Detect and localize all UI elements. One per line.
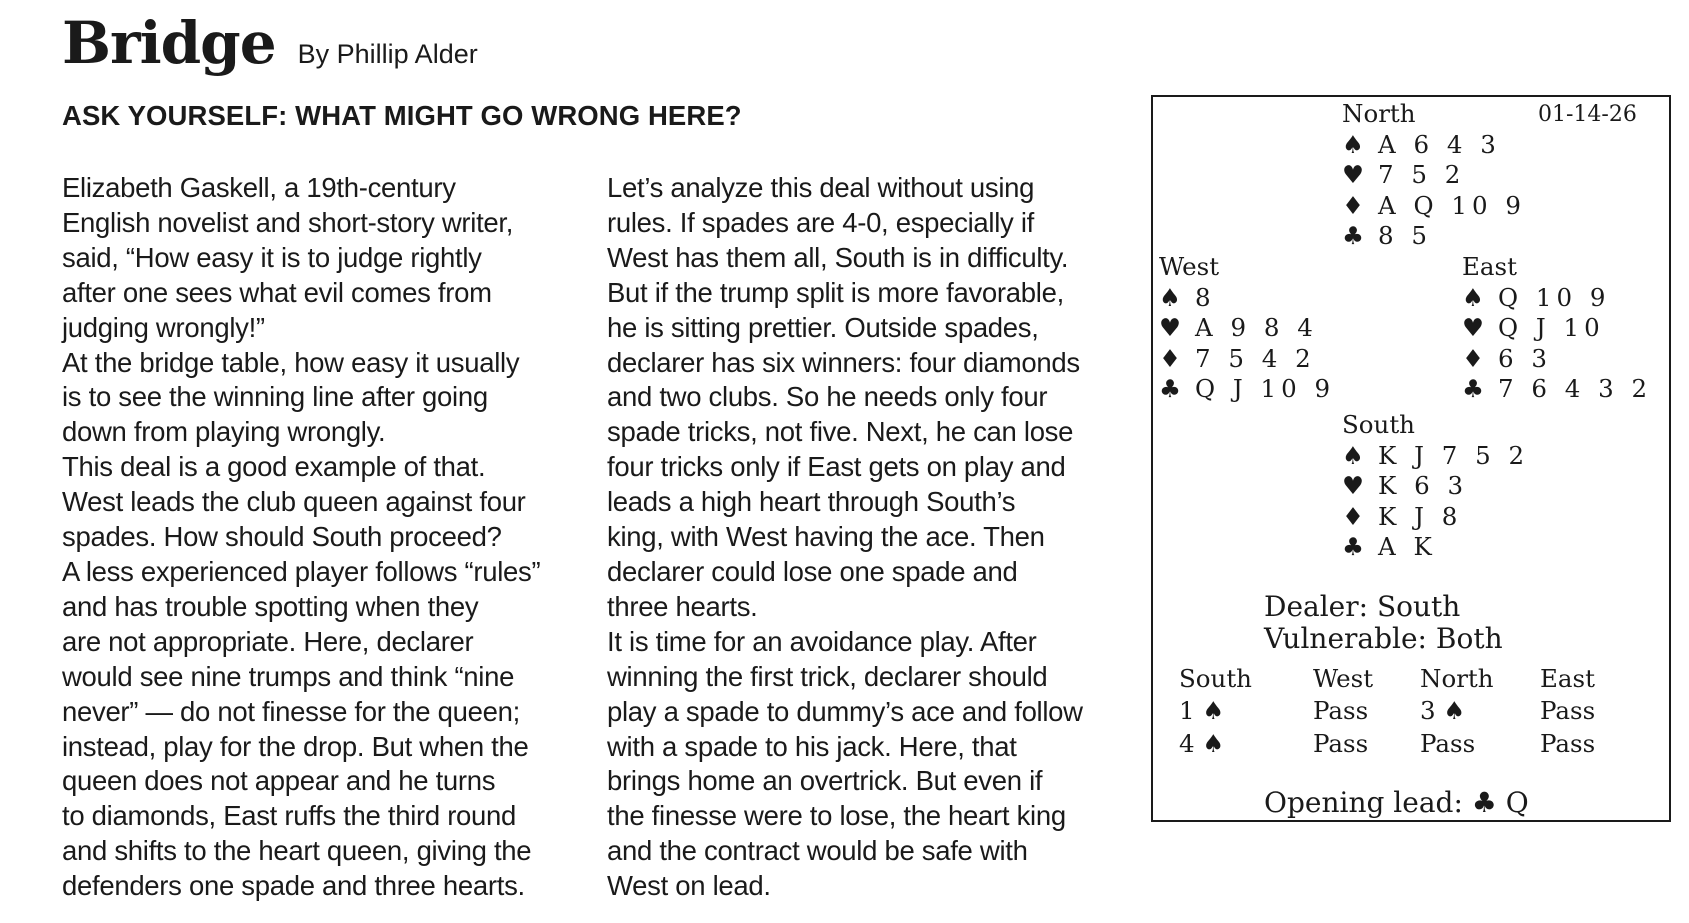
text-line: judging wrongly!”: [62, 311, 265, 343]
west-hearts: ♥ A 9 8 4: [1159, 313, 1318, 342]
auction-header: West: [1313, 663, 1374, 693]
spade-icon: ♠: [1159, 282, 1181, 312]
deal-info: [1264, 591, 1503, 655]
heart-icon: ♥: [1342, 160, 1364, 189]
text-line: and two clubs. So he needs only four: [607, 381, 1048, 413]
south-clubs: ♣ A K: [1342, 532, 1437, 561]
text-line: declarer could lose one spade and: [607, 555, 1018, 587]
text-line: four tricks only if East gets on play and: [607, 451, 1066, 483]
north-clubs: ♣ 8 5: [1342, 221, 1432, 250]
text-line: down from playing wrongly.: [62, 416, 386, 448]
article-column-2: [607, 171, 1083, 904]
north-hearts: ♥ 7 5 2: [1342, 160, 1466, 189]
auction-call: 4 ♠: [1179, 728, 1225, 758]
text-line: West has them all, South is in difficulty.: [607, 241, 1069, 273]
text-line: This deal is a good example of that.: [62, 451, 486, 483]
text-line: king, with West having the ace. Then: [607, 521, 1045, 553]
text-line: instead, play for the drop. But when the: [62, 730, 529, 762]
auction-call: Pass: [1540, 728, 1596, 758]
east-diamonds: ♦ 6 3: [1462, 343, 1552, 373]
east-hearts: ♥ Q J 10: [1462, 313, 1605, 342]
auction-call: 3 ♠: [1420, 696, 1466, 726]
text-line: It is time for an avoidance play. After: [607, 625, 1037, 657]
north-label: North: [1342, 99, 1416, 128]
south-hearts: ♥ K 6 3: [1342, 471, 1469, 500]
text-line: defenders one spade and three hearts.: [62, 870, 525, 902]
east-spades: ♠ Q 10 9: [1462, 282, 1611, 312]
text-line: the finesse were to lose, the heart king: [607, 800, 1066, 832]
north-spades: ♠ A 6 4 3: [1342, 129, 1501, 159]
east-clubs: ♣ 7 6 4 3 2: [1462, 374, 1653, 403]
text-line: Let’s analyze this deal without using: [607, 172, 1035, 203]
article-column-1: [62, 171, 540, 904]
diamond-icon: ♦: [1462, 343, 1484, 373]
text-line: queen does not appear and he turns: [62, 765, 496, 797]
opening-lead: Opening lead: ♣ Q: [1264, 786, 1529, 819]
diamond-icon: ♦: [1159, 343, 1181, 373]
text-line: leads a high heart through South’s: [607, 486, 1016, 518]
east-hand: [1462, 252, 1652, 405]
text-line: play a spade to dummy’s ace and follow: [607, 695, 1083, 727]
heart-icon: ♥: [1342, 471, 1364, 500]
text-line: declarer has six winners: four diamonds: [607, 346, 1080, 378]
spade-icon: ♠: [1462, 282, 1484, 312]
text-line: to diamonds, East ruffs the third round: [62, 800, 517, 832]
byline: By Phillip Alder: [297, 39, 478, 69]
south-spades: ♠ K J 7 5 2: [1342, 440, 1530, 470]
text-line: English novelist and short-story writer,: [62, 206, 514, 238]
auction-call: Pass: [1313, 728, 1369, 758]
text-line: winning the first trick, declarer should: [607, 660, 1048, 692]
auction: [1179, 662, 1640, 760]
west-hand: [1159, 252, 1335, 405]
north-hand: [1342, 99, 1526, 252]
auction-call: Pass: [1420, 728, 1476, 758]
text-line: spades. How should South proceed?: [62, 521, 502, 553]
auction-row: [1179, 727, 1640, 760]
auction-row: [1179, 695, 1640, 728]
headline: ASK YOURSELF: WHAT MIGHT GO WRONG HERE?: [62, 100, 742, 131]
auction-call: Pass: [1540, 696, 1596, 726]
club-icon: ♣: [1342, 532, 1364, 561]
west-diamonds: ♦ 7 5 4 2: [1159, 343, 1316, 373]
text-line: Elizabeth Gaskell, a 19th-century: [62, 172, 456, 203]
column-title: Bridge: [62, 9, 276, 77]
south-label: South: [1342, 410, 1415, 439]
text-line: three hearts.: [607, 590, 758, 622]
diamond-icon: ♦: [1342, 501, 1364, 531]
auction-call: 1 ♠: [1179, 696, 1225, 726]
text-line: never” — do not finesse for the queen;: [62, 695, 520, 727]
text-line: with a spade to his jack. Here, that: [607, 730, 1017, 762]
text-line: and the contract would be safe with: [607, 835, 1028, 867]
south-hand: [1342, 410, 1529, 563]
text-line: is to see the winning line after going: [62, 381, 488, 413]
text-line: But if the trump split is more favorable,: [607, 276, 1064, 308]
west-clubs: ♣ Q J 10 9: [1159, 374, 1336, 403]
heart-icon: ♥: [1462, 313, 1484, 342]
text-line: West on lead.: [607, 870, 771, 902]
club-icon: ♣: [1462, 374, 1484, 403]
text-line: he is sitting prettier. Outside spades,: [607, 311, 1039, 343]
diagram-date: 01-14-26: [1538, 102, 1637, 127]
text-line: are not appropriate. Here, declarer: [62, 625, 474, 657]
text-line: At the bridge table, how easy it usually: [62, 346, 520, 378]
text-line: would see nine trumps and think “nine: [62, 660, 515, 692]
auction-table: [1179, 662, 1640, 760]
spade-icon: ♠: [1342, 440, 1364, 470]
text-line: West leads the club queen against four: [62, 486, 526, 518]
east-label: East: [1462, 252, 1517, 281]
bridge-diagram: [1151, 95, 1671, 822]
text-line: after one sees what evil comes from: [62, 276, 492, 308]
vulnerable: Vulnerable: Both: [1264, 622, 1503, 655]
west-spades: ♠ 8: [1159, 282, 1216, 312]
text-line: and has trouble spotting when they: [62, 590, 479, 622]
club-icon: ♣: [1159, 374, 1181, 403]
heart-icon: ♥: [1159, 313, 1181, 342]
text-line: spade tricks, not five. Next, he can lose: [607, 416, 1074, 448]
west-label: West: [1159, 252, 1220, 281]
spade-icon: ♠: [1342, 129, 1364, 159]
club-icon: ♣: [1342, 221, 1364, 250]
auction-header: East: [1540, 663, 1595, 693]
text-line: rules. If spades are 4-0, especially if: [607, 206, 1034, 238]
dealer: Dealer: South: [1264, 590, 1461, 623]
auction-header: South: [1179, 663, 1252, 693]
text-line: and shifts to the heart queen, giving the: [62, 835, 532, 867]
text-line: said, “How easy it is to judge rightly: [62, 241, 482, 273]
text-line: A less experienced player follows “rules”: [62, 555, 541, 587]
auction-header-row: [1179, 662, 1640, 695]
masthead: [62, 9, 478, 77]
auction-header: North: [1420, 663, 1494, 693]
north-diamonds: ♦ A Q 10 9: [1342, 190, 1526, 220]
diamond-icon: ♦: [1342, 190, 1364, 220]
south-diamonds: ♦ K J 8: [1342, 501, 1463, 531]
text-line: brings home an overtrick. But even if: [607, 765, 1043, 797]
auction-call: Pass: [1313, 696, 1369, 726]
